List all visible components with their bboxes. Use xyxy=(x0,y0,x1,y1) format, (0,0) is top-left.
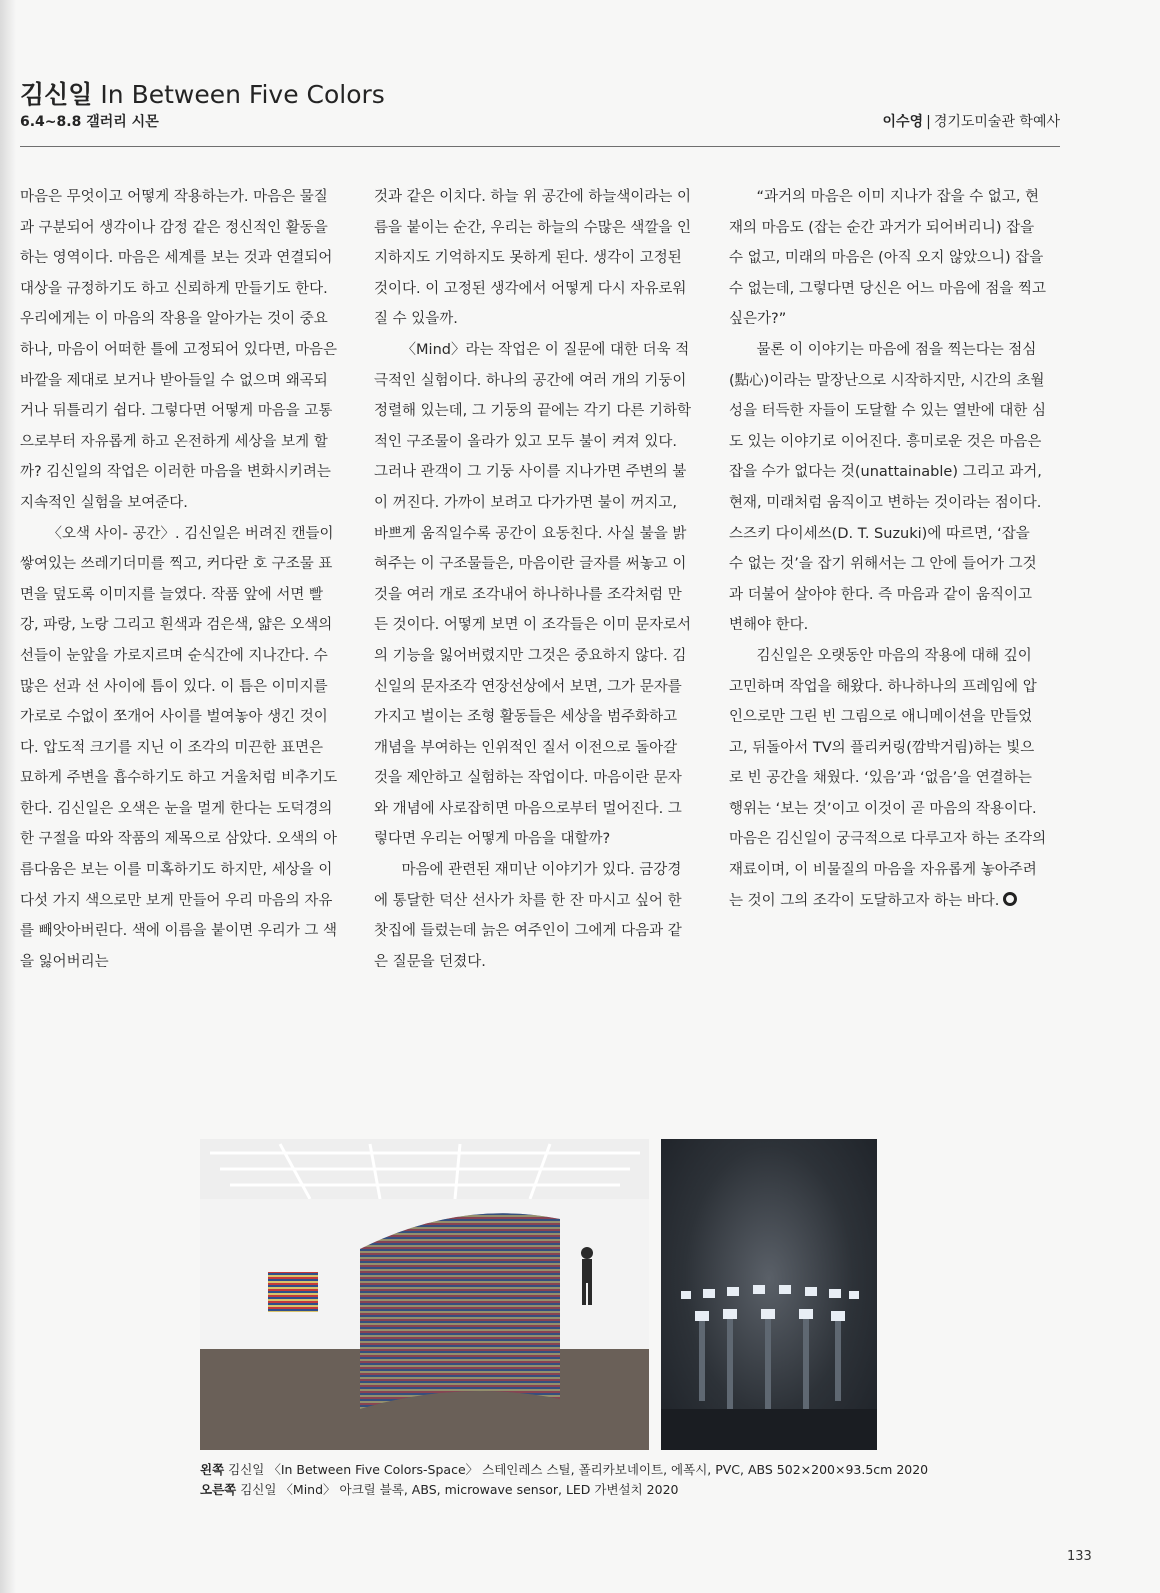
text-column-2 xyxy=(374,182,692,977)
exhibition-dates: 6.4~8.8 xyxy=(20,114,82,130)
paragraph xyxy=(729,641,1047,916)
gallery-photo-mind xyxy=(661,1139,877,1450)
gallery-photo-in-between-five-colors xyxy=(200,1139,649,1450)
text-column-1 xyxy=(20,182,338,977)
paragraph: 것과 같은 이치다. 하늘 위 공간에 하늘색이라는 이름을 붙이는 순간, 우리는 하늘의 수많은 색깔을 인지하지도 기억하지도 못하게 된다. 생각이 고정된 것이다. 이 고정된 생각에서 어떻게 다시 자유로워질 수 있을까. xyxy=(374,189,692,328)
caption-left xyxy=(200,1460,928,1480)
gallery-photo-drawing xyxy=(661,1139,877,1450)
caption-right xyxy=(200,1480,928,1500)
header-rule xyxy=(20,146,1060,147)
exhibition-title: In Between Five Colors xyxy=(100,80,385,109)
exhibition-info xyxy=(20,111,159,131)
gallery-photo-drawing xyxy=(200,1139,649,1450)
paragraph: 물론 이 이야기는 마음에 점을 찍는다는 점심(點心)이라는 말장난으로 시작하지만, 시간의 초월성을 터득한 자들이 도달할 수 있는 열반에 대한 심도 있는 이야기로 이어진다. 흥미로운 것은 마음은 잡을 수가 없다는 것(unattainable) 그리고 과거, 현재, 미래처럼 움직이고 변하는 것이라는 점이다. 스즈키 다이세쓰(D. T. Suzuki)에 따르면, ‘잡을 수 없는 것’을 잡기 위해서는 그 안에 들어가 그것과 더불어 살아야 한다. 즉 마음과 같이 움직이고 변해야 한다. xyxy=(729,341,1047,634)
page-gutter-shadow xyxy=(0,0,16,1593)
page-number: 133 xyxy=(1067,1549,1092,1564)
photo-captions xyxy=(200,1460,928,1500)
caption-left-label: 왼쪽 xyxy=(200,1462,225,1477)
text-column-3 xyxy=(729,182,1047,916)
caption-right-text: 김신일 〈Mind〉 아크릴 블록, ABS, microwave sensor, LED 가변설치 2020 xyxy=(240,1482,679,1497)
paragraph-text: 김신일은 오랫동안 마음의 작용에 대해 깊이 고민하며 작업을 해왔다. 하나하나의 프레임에 압인으로만 그린 빈 그림으로 애니메이션을 만들었고, 뒤돌아서 TV의 플리커링(깜박거림)하는 빛으로 빈 공간을 채웠다. ‘있음’과 ‘없음’을 연결하는 행위는 ‘보는 것’이고 이것이 곧 마음의 작용이다. 마음은 김신일이 궁극적으로 다루고자 하는 조각의 재료이며, 이 비물질의 마음을 자유롭게 놓아주려는 것이 그의 조각이 도달하고자 하는 바다. xyxy=(729,647,1047,909)
byline-separator: | xyxy=(926,114,931,130)
byline xyxy=(883,111,1060,131)
artist-name: 김신일 xyxy=(20,80,93,109)
paragraph: 마음에 관련된 재미난 이야기가 있다. 금강경에 통달한 덕산 선사가 차를 한 잔 마시고 싶어 한 찻집에 들렀는데 늙은 여주인이 그에게 다음과 같은 질문을 던졌다. xyxy=(374,862,682,970)
author-name: 이수영 xyxy=(882,114,924,130)
paragraph: “과거의 마음은 이미 지나가 잡을 수 없고, 현재의 마음도 (잡는 순간 과거가 되어버리니) 잡을 수 없고, 미래의 마음은 (아직 오지 않았으니) 잡을 수 없는데, 그렇다면 당신은 어느 마음에 점을 찍고 싶은가?” xyxy=(729,189,1047,328)
paragraph: 〈Mind〉라는 작업은 이 질문에 대한 더욱 적극적인 실험이다. 하나의 공간에 여러 개의 기둥이 정렬해 있는데, 그 기둥의 끝에는 각기 다른 기하학적인 구조물이 올라가 있고 모두 불이 켜져 있다. 그러나 관객이 그 기둥 사이를 지나가면 주변의 불이 꺼진다. 가까이 보려고 다가가면 불이 꺼지고, 바쁘게 움직일수록 공간이 요동친다. 사실 불을 밝혀주는 이 구조물들은, 마음이란 글자를 써놓고 이것을 여러 개로 조각내어 하나하나를 조각처럼 만든 것이다. 어떻게 보면 이 조각들은 이미 문자로서의 기능을 잃어버렸지만 그것은 중요하지 않다. 김신일의 문자조각 연장선상에서 보면, 그가 문자를 가지고 벌이는 조형 활동들은 세상을 범주화하고 개념을 부여하는 인위적인 질서 이전으로 돌아갈 것을 제안하고 실험하는 작업이다. 마음이란 문자와 개념에 사로잡히면 마음으로부터 멀어진다. 그렇다면 우리는 어떻게 마음을 대할까? xyxy=(374,341,692,848)
end-mark-icon xyxy=(1003,892,1017,906)
paragraph: 〈오색 사이- 공간〉. 김신일은 버려진 캔들이 쌓여있는 쓰레기더미를 찍고, 커다란 호 구조물 표면을 덮도록 이미지를 늘였다. 작품 앞에 서면 빨강, 파랑, 노랑 그리고 흰색과 검은색, 얇은 오색의 선들이 눈앞을 가로지르며 순식간에 지나간다. 수많은 선과 선 사이에 틈이 있다. 이 틈은 이미지를 가로로 수없이 쪼개어 사이를 벌여놓아 생긴 것이다. 압도적 크기를 지닌 이 조각의 미끈한 표면은 묘하게 주변을 흡수하기도 하고 거울처럼 비추기도 한다. 김신일은 오색은 눈을 멀게 한다는 도덕경의 한 구절을 따와 작품의 제목으로 삼았다. 오색의 아름다움은 보는 이를 미혹하기도 하지만, 세상을 이 다섯 가지 색으로만 보게 만들어 우리 마음의 자유를 빼앗아버린다. 색에 이름을 붙이면 우리가 그 색을 잃어버리는 xyxy=(20,525,338,970)
author-affiliation: 경기도미술관 학예사 xyxy=(933,114,1060,130)
exhibition-venue: 갤러리 시몬 xyxy=(86,114,159,130)
paragraph: 마음은 무엇이고 어떻게 작용하는가. 마음은 물질과 구분되어 생각이나 감정 같은 정신적인 활동을 하는 영역이다. 마음은 세계를 보는 것과 연결되어 대상을 규정하기도 하고 신뢰하게 만들기도 한다. 우리에게는 이 마음의 작용을 알아가는 것이 중요하나, 마음이 어떠한 틀에 고정되어 있다면, 마음은 바깥을 제대로 보거나 받아들일 수 없으며 왜곡되거나 뒤틀리기 쉽다. 그렇다면 어떻게 마음을 고통으로부터 자유롭게 하고 온전하게 세상을 보게 할까? 김신일의 작업은 이러한 마음을 변화시키려는 지속적인 실험을 보여준다. xyxy=(20,189,338,511)
article-title xyxy=(20,75,385,111)
caption-right-label: 오른쪽 xyxy=(200,1482,237,1497)
caption-left-text: 김신일 〈In Between Five Colors-Space〉 스테인레스 스틸, 폴리카보네이트, 에폭시, PVC, ABS 502×200×93.5cm 2020 xyxy=(228,1462,929,1477)
